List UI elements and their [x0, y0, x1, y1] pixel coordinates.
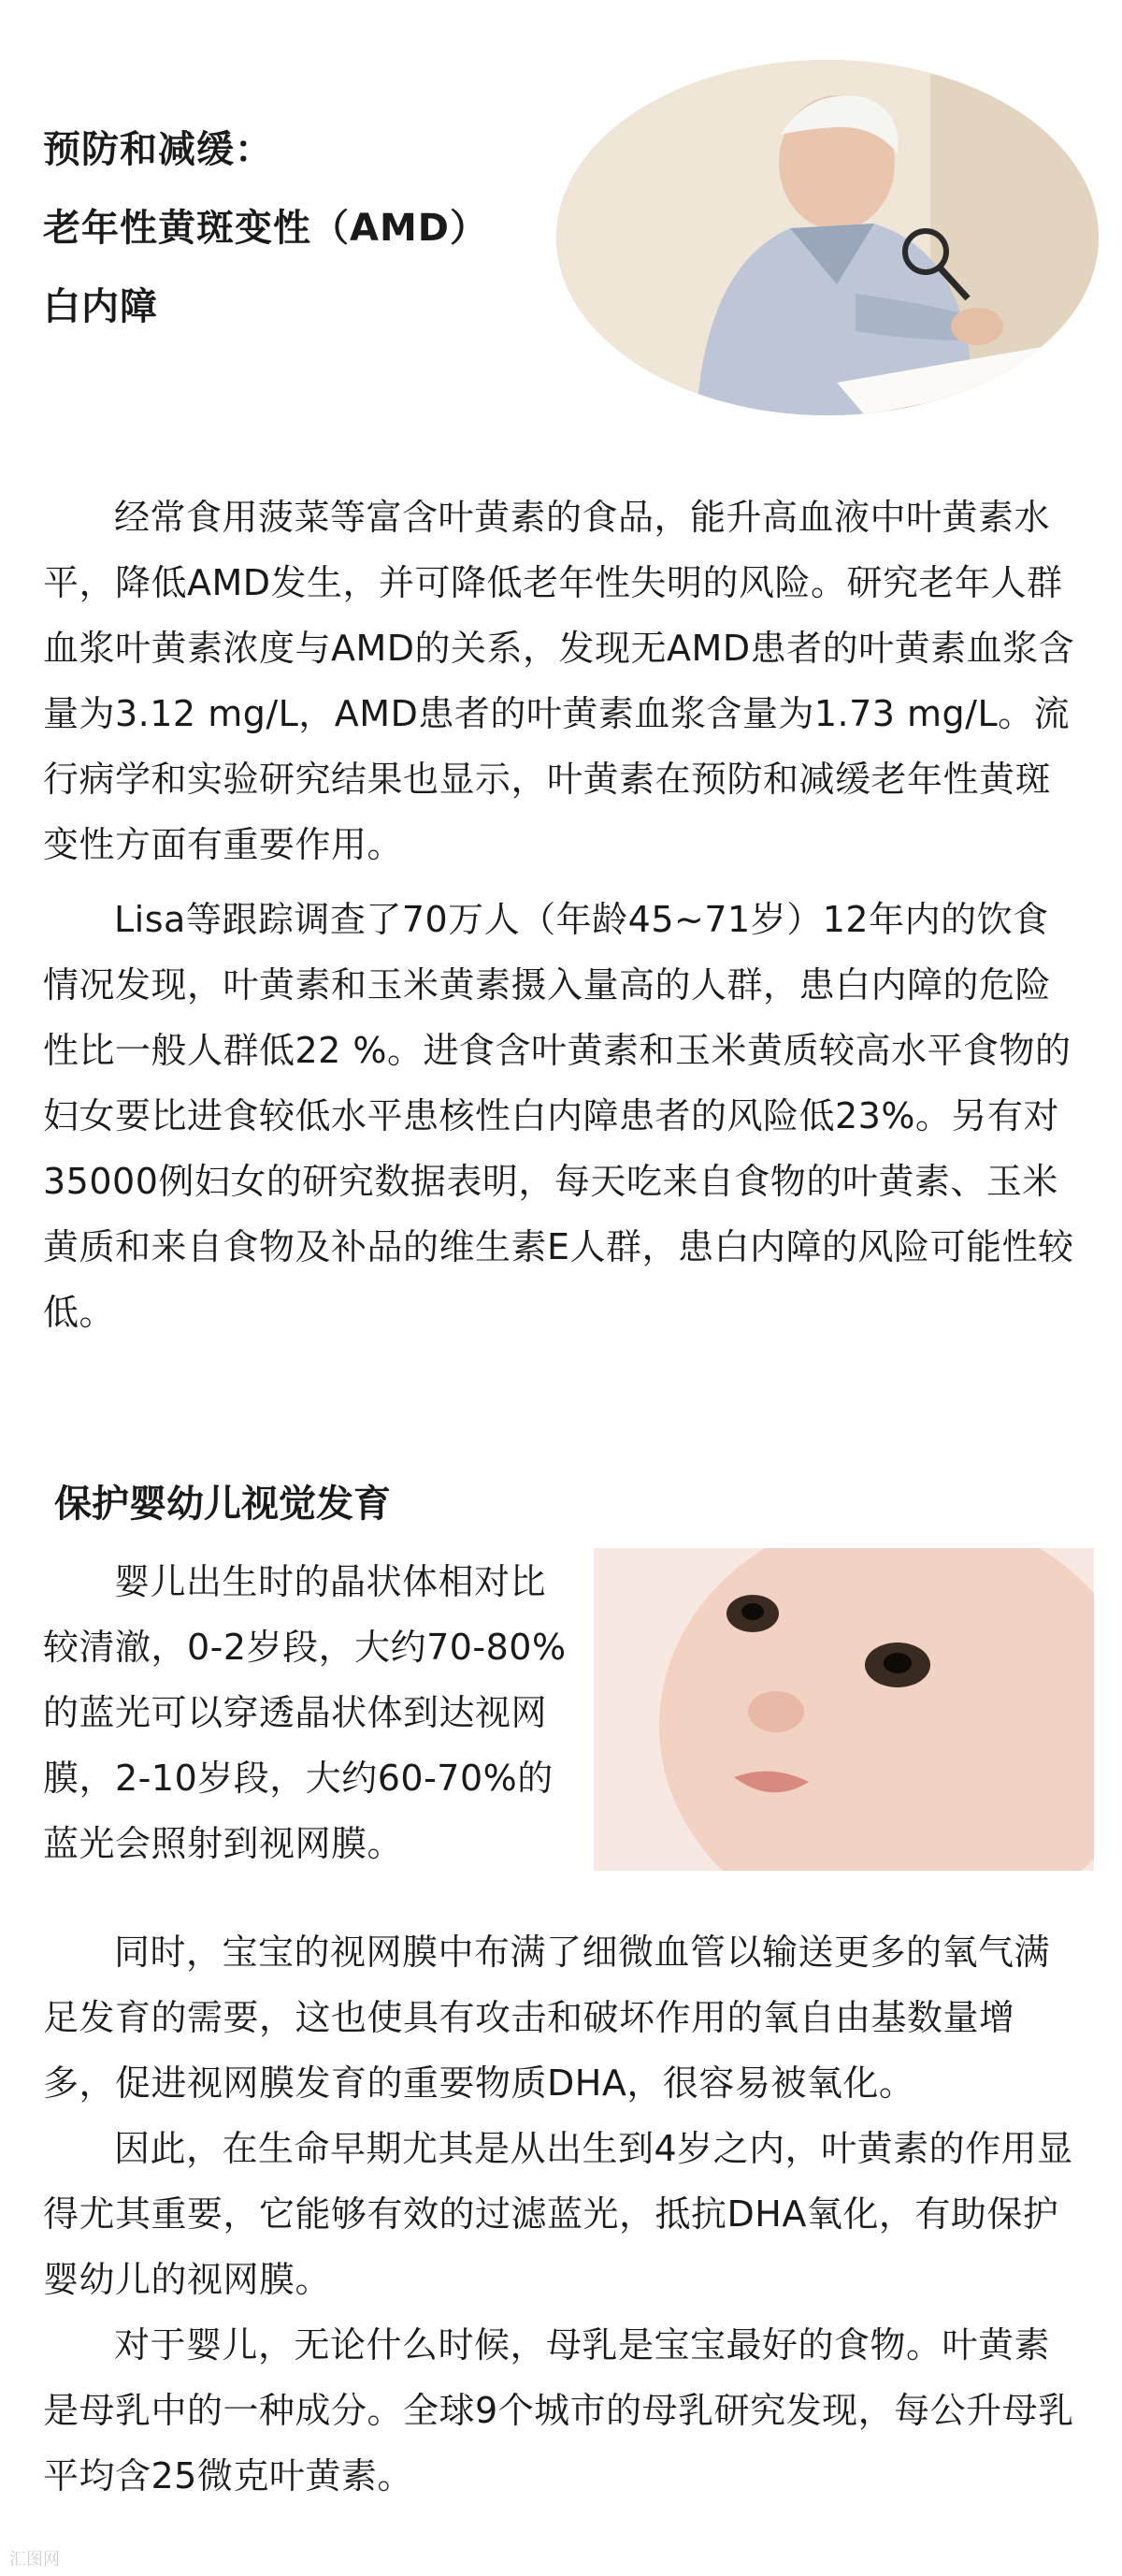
section2-title: 保护婴幼儿视觉发育 [54, 1483, 391, 1526]
baby-photo [594, 1548, 1094, 1871]
paragraph-breast-milk: 对于婴儿，无论什么时候，母乳是宝宝最好的食物。叶黄素是母乳中的一种成分。全球9个城市的母乳研究发现，每公升母乳平均含25微克叶黄素。 [43, 2324, 1074, 2496]
elderly-man-photo [556, 60, 1099, 415]
paragraph-infant-lens: 婴儿出生时的晶状体相对比较清澈，0-2岁段，大约70-80%的蓝光可以穿透晶状体到达视网膜，2-10岁段，大约60-70%的蓝光会照射到视网膜。 [43, 1561, 567, 1864]
heading-line-3: 白内障 [43, 285, 158, 328]
paragraph-retina-oxygen: 同时，宝宝的视网膜中布满了细微血管以输送更多的氧气满足发育的需要，这也使具有攻击和破坏作用的氧自由基数量增多，促进视网膜发育的重要物质DHA，很容易被氧化。 [43, 1932, 1051, 2104]
paragraph-cataract: Lisa等跟踪调查了70万人（年龄45~71岁）12年内的饮食情况发现，叶黄素和玉米黄素摄入量高的人群，患白内障的危险性比一般人群低22 %。进食含叶黄素和玉米黄质较高水平食物的妇女要比进食较低水平患核性白内障患者的风险低23%。另有对35000例妇女的研究数据表明，每天吃来自食物的叶黄素、玉米黄质和来自食物及补品的维生素E人群，患白内障的风险可能性较低。 [43, 899, 1074, 1333]
watermark: 汇图网 [9, 2550, 60, 2569]
paragraph-early-life: 因此，在生命早期尤其是从出生到4岁之内，叶黄素的作用显得尤其重要，它能够有效的过滤蓝光，抵抗DHA氧化，有助保护婴幼儿的视网膜。 [43, 2128, 1073, 2300]
heading-line-1: 预防和减缓： [43, 128, 273, 171]
section1-heading [43, 110, 488, 346]
heading-line-2: 老年性黄斑变性（AMD） [43, 207, 488, 250]
paragraph-amd: 经常食用菠菜等富含叶黄素的食品，能升高血液中叶黄素水平，降低AMD发生，并可降低老年性失明的风险。研究老年人群血浆叶黄素浓度与AMD的关系，发现无AMD患者的叶黄素血浆含量为3.12 mg/L，AMD患者的叶黄素血浆含量为1.73 mg/L。流行病学和实验研究结果也显示，叶黄素在预防和减缓老年性黄斑变性方面有重要作用。 [43, 497, 1075, 865]
